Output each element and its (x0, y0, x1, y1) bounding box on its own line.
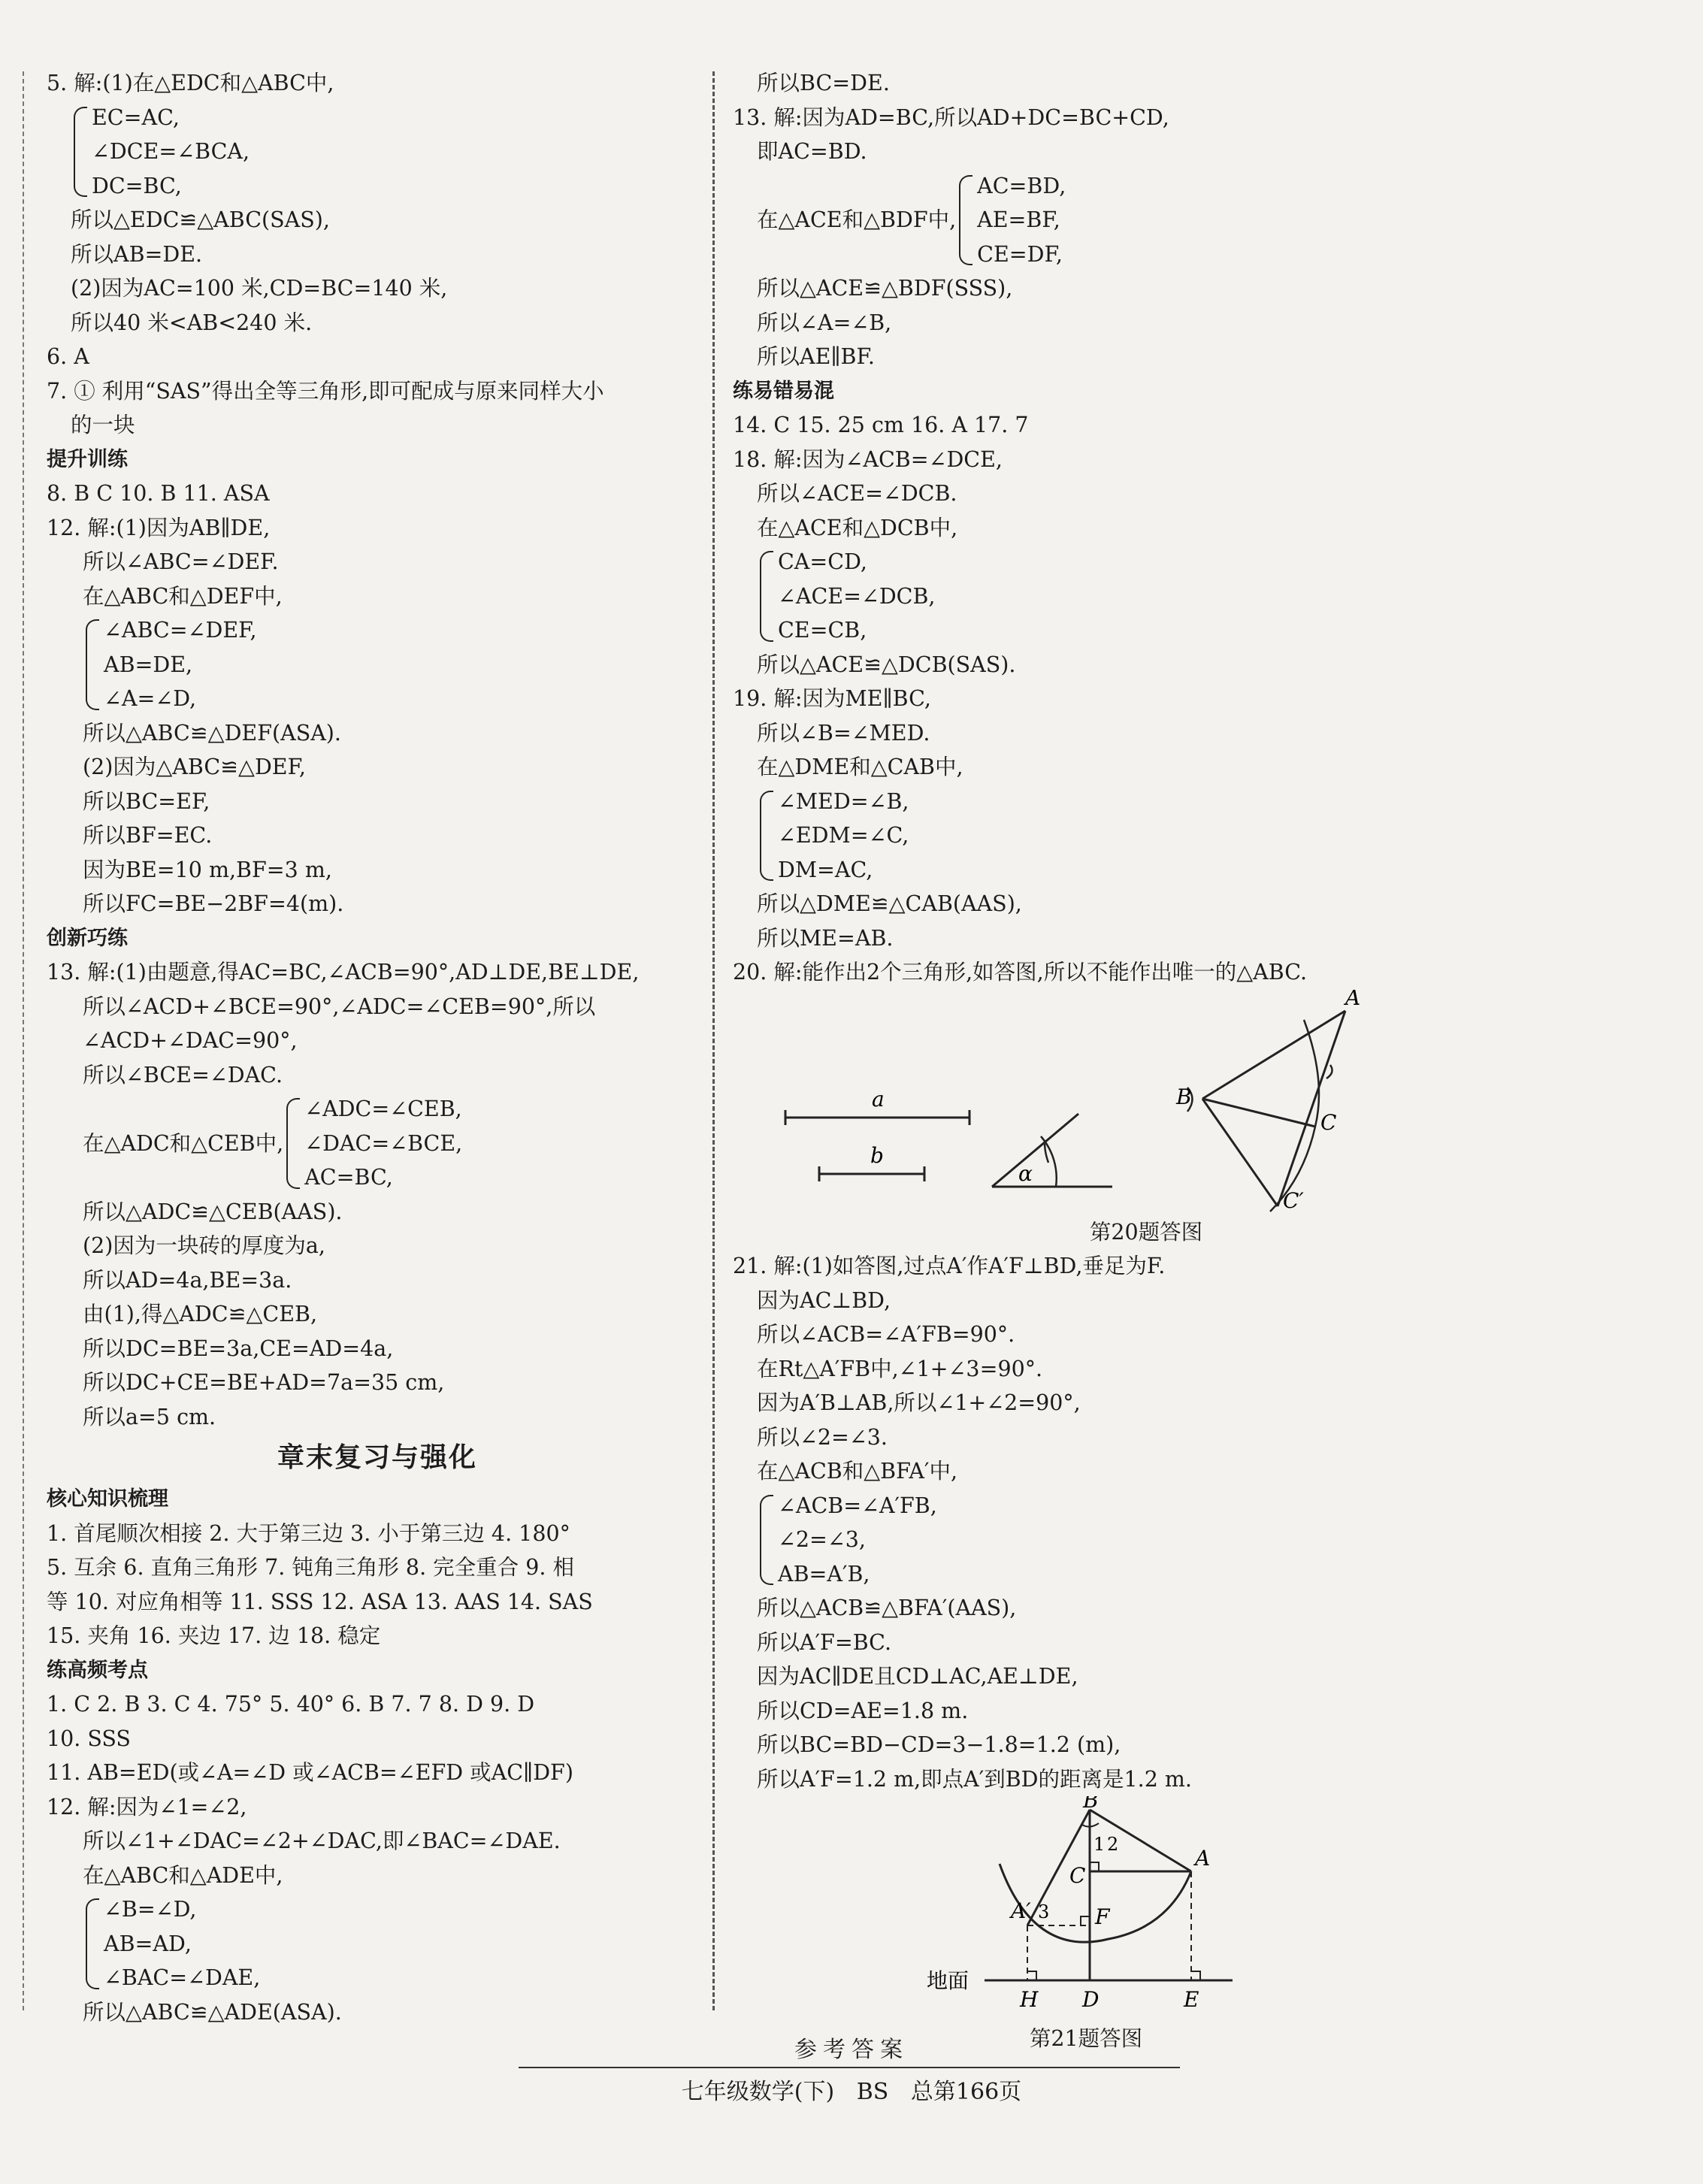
r21-line: 所以CD=AE=1.8 m. (757, 1698, 969, 1723)
q13-system-line: ∠ADC=∠CEB, (304, 1097, 462, 1121)
r19-system-line: ∠EDM=∠C, (778, 823, 909, 848)
footer-page-number: 总第166页 (910, 2079, 1022, 2105)
q13-system-line: ∠DAC=∠BCE, (304, 1130, 463, 1156)
q7-answer: 7. ① 利用“SAS”得出全等三角形,即可配成与原来同样大小 (47, 378, 604, 404)
r18-line: 在△ACE和△DCB中, (757, 515, 958, 540)
frequent-answers-line: 10. SSS (47, 1726, 131, 1751)
q12-line: 所以BC=EF, (83, 788, 210, 814)
gp12-heading: 12. 解:因为∠1=∠2, (47, 1794, 247, 1819)
figure-20-caption: 第20题答图 (1089, 1219, 1203, 1245)
figure-21 (733, 1796, 1635, 2022)
q12-line: 所以△ABC≌△DEF(ASA). (83, 720, 341, 746)
q8-11-answers: 8. B C 10. B 11. ASA (47, 481, 270, 506)
q12-line: 因为BE=10 m,BF=3 m, (83, 857, 332, 882)
footer-grade: 七年级数学(下) (681, 2079, 835, 2105)
right-column (733, 66, 1635, 2056)
r19-line: 所以ME=AB. (757, 925, 894, 951)
r13-line: 即AC=BD. (757, 139, 867, 164)
point-A2-label: A′ (1011, 1898, 1031, 1923)
r20-heading: 20. 解:能作出2个三角形,如答图,所以不能作出唯一的△ABC. (733, 960, 1308, 985)
q12-system-line: ∠A=∠D, (104, 686, 197, 711)
gp12-line: 所以∠1+∠DAC=∠2+∠DAC,即∠BAC=∠DAE. (83, 1829, 561, 1853)
gp12-system (47, 1892, 708, 1995)
section-heading-yicuo: 练易错易混 (733, 379, 834, 403)
q5-line: 所以40 米<AB<240 米. (71, 310, 313, 335)
section-heading-tisheng: 提升训练 (47, 447, 128, 471)
r18-system (733, 545, 1635, 648)
core-knowledge-line: 5. 互余 6. 直角三角形 7. 钝角三角形 8. 完全重合 9. 相 (47, 1555, 574, 1580)
angle-alpha-label: α (1018, 1160, 1033, 1186)
r13-system-line: CE=DF, (977, 241, 1063, 267)
brace (74, 107, 87, 198)
r21-line: 所以A′F=1.2 m,即点A′到BD的距离是1.2 m. (757, 1766, 1192, 1792)
r21-line: 所以∠2=∠3. (757, 1424, 888, 1450)
q5-line: 所以AB=DE. (71, 241, 203, 267)
q12-line: 所以BF=EC. (83, 823, 213, 848)
q13-system (47, 1092, 708, 1195)
r13-system-prefix: 在△ACE和△BDF中, (757, 207, 957, 232)
point-A-label: A (1195, 1846, 1211, 1871)
left-column (47, 66, 708, 2029)
gp12-system-line: ∠B=∠D, (104, 1897, 197, 1922)
q13-system-prefix: 在△ADC和△CEB中, (83, 1130, 284, 1156)
q13-line: 所以∠BCE=∠DAC. (83, 1062, 283, 1087)
r21-line: 所以∠ACB=∠A′FB=90°. (757, 1322, 1015, 1347)
q14-17-answers: 14. C 15. 25 cm 16. A 17. 7 (733, 413, 1029, 437)
point-C-label: C (1320, 1109, 1337, 1135)
point-C-label: C (1069, 1863, 1086, 1888)
q13-line: ∠ACD+∠DAC=90°, (83, 1028, 298, 1053)
q5-heading: 5. 解:(1)在△EDC和△ABC中, (47, 71, 334, 95)
segment-a-label: a (872, 1086, 885, 1112)
q13-line: (2)因为一块砖的厚度为a, (83, 1233, 325, 1258)
point-B-label: B (1176, 1084, 1192, 1109)
point-B-label: B (1083, 1796, 1099, 1813)
point-H-label: H (1020, 1987, 1039, 2012)
r18-system-line: ∠ACE=∠DCB, (778, 583, 936, 609)
footer-rule (519, 2067, 1180, 2068)
brace (760, 791, 773, 882)
q13-line: 所以∠ACD+∠BCE=90°,∠ADC=∠CEB=90°,所以 (83, 994, 596, 1019)
gp12-line: 在△ABC和△ADE中, (83, 1862, 283, 1888)
r18-heading: 18. 解:因为∠ACB=∠DCE, (733, 446, 1003, 472)
r21-line: 因为AC⊥BD, (757, 1287, 891, 1313)
frequent-answers-line: 1. C 2. B 3. C 4. 75° 5. 40° 6. B 7. 7 8. D 9. D (47, 1692, 535, 1717)
r21-line: 在Rt△A′FB中,∠1+∠3=90°. (757, 1356, 1043, 1381)
q13-system-line: AC=BC, (304, 1165, 393, 1190)
point-E-label: E (1184, 1987, 1199, 2012)
q12-system-line: AB=DE, (104, 652, 193, 677)
point-A-label: A (1345, 989, 1361, 1010)
r19-system (733, 785, 1635, 888)
chapter-title: 章末复习与强化 (277, 1442, 477, 1473)
q5-system-line: DC=BC, (92, 173, 182, 198)
r13-heading: 13. 解:因为AD=BC,所以AD+DC=BC+CD, (733, 104, 1169, 130)
gp12-system-line: AB=AD, (104, 1931, 192, 1956)
q5-system-line: EC=AC, (92, 104, 180, 130)
frequent-answers-line: 11. AB=ED(或∠A=∠D 或∠ACB=∠EFD 或AC∥DF) (47, 1760, 573, 1785)
q6-answer: 6. A (47, 344, 89, 369)
point-F-label: F (1095, 1904, 1110, 1929)
angle-2-label: 2 (1107, 1834, 1119, 1855)
footer-info (0, 2073, 1703, 2106)
footer-title: 参考答案 (794, 2037, 909, 2063)
r19-line: 所以∠B=∠MED. (757, 720, 930, 746)
angle-3-label: 3 (1038, 1901, 1050, 1922)
section-heading-hexin: 核心知识梳理 (47, 1487, 168, 1511)
segment-b-label: b (870, 1142, 884, 1168)
r21-line: 所以BC=BD−CD=3−1.8=1.2 (m), (757, 1732, 1121, 1757)
gp12-system-line: ∠BAC=∠DAE, (104, 1965, 261, 1990)
r19-line: 所以△DME≌△CAB(AAS), (757, 891, 1022, 916)
point-D-label: D (1082, 1987, 1100, 2012)
q13-heading: 13. 解:(1)由题意,得AC=BC,∠ACB=90°,AD⊥DE,BE⊥DE, (47, 960, 640, 985)
r19-system-line: DM=AC, (778, 857, 873, 882)
brace (760, 1495, 773, 1586)
r18-line: 所以∠ACE=∠DCB. (757, 481, 957, 506)
r21-system (733, 1489, 1635, 1592)
q13-line: 所以AD=4a,BE=3a. (83, 1267, 292, 1293)
section-heading-chuangxin: 创新巧练 (47, 926, 128, 950)
brace (86, 1898, 99, 1989)
brace (760, 551, 773, 642)
q13-line: 所以△ADC≌△CEB(AAS). (83, 1199, 343, 1224)
r21-heading: 21. 解:(1)如答图,过点A′作A′F⊥BD,垂足为F. (733, 1254, 1166, 1278)
q12-line: 在△ABC和△DEF中, (83, 583, 283, 609)
brace (86, 619, 99, 710)
brace (959, 175, 972, 266)
q12-line: 所以∠ABC=∠DEF. (83, 549, 279, 574)
r13-line: 所以AE∥BF. (757, 344, 875, 369)
q5-system (47, 101, 708, 204)
section-heading-gaopin: 练高频考点 (47, 1658, 148, 1682)
q12-heading: 12. 解:(1)因为AB∥DE, (47, 515, 271, 540)
brace (286, 1098, 300, 1189)
footer-edition: BS (856, 2079, 889, 2105)
r21-line: 因为A′B⊥AB,所以∠1+∠2=90°, (757, 1390, 1081, 1415)
q5-system-line: ∠DCE=∠BCA, (92, 139, 250, 164)
left-margin-rule (23, 71, 24, 2010)
r18-system-line: CA=CD, (778, 549, 867, 574)
q12-system-line: ∠ABC=∠DEF, (104, 618, 257, 643)
r18-system-line: CE=CB, (778, 618, 867, 643)
r21-line: 所以△ACB≌△BFA′(AAS), (757, 1596, 1017, 1620)
q13-line: 由(1),得△ADC≌△CEB, (83, 1302, 317, 1326)
r13-system-line: AC=BD, (977, 173, 1066, 198)
figure-21-drawing (733, 1796, 1559, 2022)
r21-system-line: ∠ACB=∠A′FB, (778, 1493, 937, 1518)
q13-line: 所以DC=BE=3a,CE=AD=4a, (83, 1336, 394, 1361)
r18-line: 所以△ACE≌△DCB(SAS). (757, 652, 1016, 677)
r13-system (733, 169, 1635, 272)
gp12-line: 所以△ABC≌△ADE(ASA). (83, 1999, 342, 2025)
r19-line: 在△DME和△CAB中, (757, 755, 963, 779)
q12-system (47, 613, 708, 716)
q13-line: 所以DC+CE=BE+AD=7a=35 cm, (83, 1370, 445, 1395)
column-divider (712, 71, 715, 2010)
core-knowledge-line: 等 10. 对应角相等 11. SSS 12. ASA 13. AAS 14. SAS (47, 1589, 593, 1614)
r21-line: 因为AC∥DE且CD⊥AC,AE⊥DE, (757, 1664, 1078, 1689)
figure-20-drawing (733, 990, 1559, 1215)
r19-system-line: ∠MED=∠B, (778, 788, 909, 814)
figure-21-caption: 第21题答图 (1029, 2026, 1143, 2051)
r21-system-line: ∠2=∠3, (778, 1527, 866, 1552)
r13-system-line: AE=BF, (977, 207, 1060, 232)
angle-1-label: 1 (1093, 1834, 1106, 1855)
q5-line: 所以△EDC≌△ABC(SAS), (71, 207, 330, 232)
core-knowledge-line: 15. 夹角 16. 夹边 17. 边 18. 稳定 (47, 1623, 381, 1648)
r13-line: 所以∠A=∠B, (757, 310, 892, 335)
r19-heading: 19. 解:因为ME∥BC, (733, 686, 931, 711)
q7-answer-cont: 的一块 (71, 413, 135, 437)
q12-line: (2)因为△ABC≌△DEF, (83, 755, 306, 779)
core-knowledge-line: 1. 首尾顺次相接 2. 大于第三边 3. 小于第三边 4. 180° (47, 1520, 570, 1546)
r12-line: 所以BC=DE. (757, 71, 890, 95)
r21-system-line: AB=A′B, (778, 1561, 870, 1587)
q5-line: (2)因为AC=100 米,CD=BC=140 米, (71, 276, 448, 301)
point-C2-label: C′ (1283, 1187, 1304, 1213)
q12-line: 所以FC=BE−2BF=4(m). (83, 891, 344, 916)
r21-line: 所以A′F=BC. (757, 1629, 892, 1655)
q13-line: 所以a=5 cm. (83, 1404, 216, 1429)
r13-line: 所以△ACE≌△BDF(SSS), (757, 276, 1013, 301)
figure-20 (733, 990, 1635, 1215)
ground-label: 地面 (927, 1968, 969, 1993)
r21-line: 在△ACB和△BFA′中, (757, 1459, 958, 1484)
